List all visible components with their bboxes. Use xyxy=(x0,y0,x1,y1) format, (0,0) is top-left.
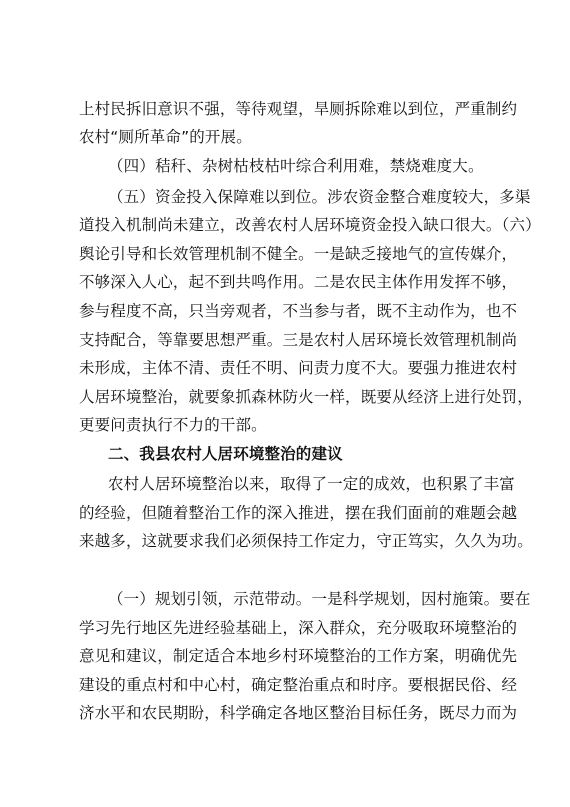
body-text-line: 不够深入人心，起不到共鸣作用。二是农民主体作用发挥不够， xyxy=(79,273,518,291)
body-text-line: 未形成，主体不清、责任不明、问责力度不大。要强力推进农村 xyxy=(79,359,518,377)
body-text-line: 更要问责执行不力的干部。 xyxy=(79,416,267,434)
body-text-line: 参与程度不高，只当旁观者，不当参与者，既不主动作为，也不 xyxy=(79,302,518,320)
body-text-line: （一）规划引领，示范带动。一是科学规划，因村施策。要在 xyxy=(108,590,531,608)
body-text-line: 人居环境整治，就要象抓森林防火一样，既要从经济上进行处罚， xyxy=(79,388,533,406)
body-text-line: 支持配合，等靠要思想严重。三是农村人居环境长效管理机制尚 xyxy=(79,331,518,349)
body-text-line: 建设的重点村和中心村，确定整治重点和时序。要根据民俗、经 xyxy=(79,676,518,694)
body-text-line: 舆论引导和长效管理机制不健全。一是缺乏接地气的宣传媒介， xyxy=(79,245,518,263)
body-text-line: 济水平和农民期盼，科学确定各地区整治目标任务，既尽力而为 xyxy=(79,704,518,722)
body-text-line: 的经验，但随着整治工作的深入推进，摆在我们面前的难题会越 xyxy=(79,504,518,522)
body-text-line: （五）资金投入保障难以到位。涉农资金整合难度较大，多渠 xyxy=(108,188,531,206)
subheading-line: （四）秸秆、杂树枯枝枯叶综合利用难，禁烧难度大。 xyxy=(108,157,484,175)
body-text-line: 农村人居环境整治以来，取得了一定的成效，也积累了丰富 xyxy=(108,475,515,493)
body-text-line: 来越多，这就要求我们必须保持工作定力，守正笃实，久久为功。 xyxy=(79,532,533,550)
body-text-line: 意见和建议，制定适合本地乡村环境整治的工作方案，明确优先 xyxy=(79,647,518,665)
section-heading: 二、我县农村人居环境整治的建议 xyxy=(108,445,343,463)
body-text-line: 农村“厕所革命”的开展。 xyxy=(79,128,252,146)
body-text-line: 上村民拆旧意识不强，等待观望，旱厕拆除难以到位，严重制约 xyxy=(79,100,518,118)
body-text-line: 道投入机制尚未建立，改善农村人居环境资金投入缺口很大。（六） xyxy=(79,216,541,234)
body-text-line: 学习先行地区先进经验基础上，深入群众，充分吸取环境整治的 xyxy=(79,619,518,637)
